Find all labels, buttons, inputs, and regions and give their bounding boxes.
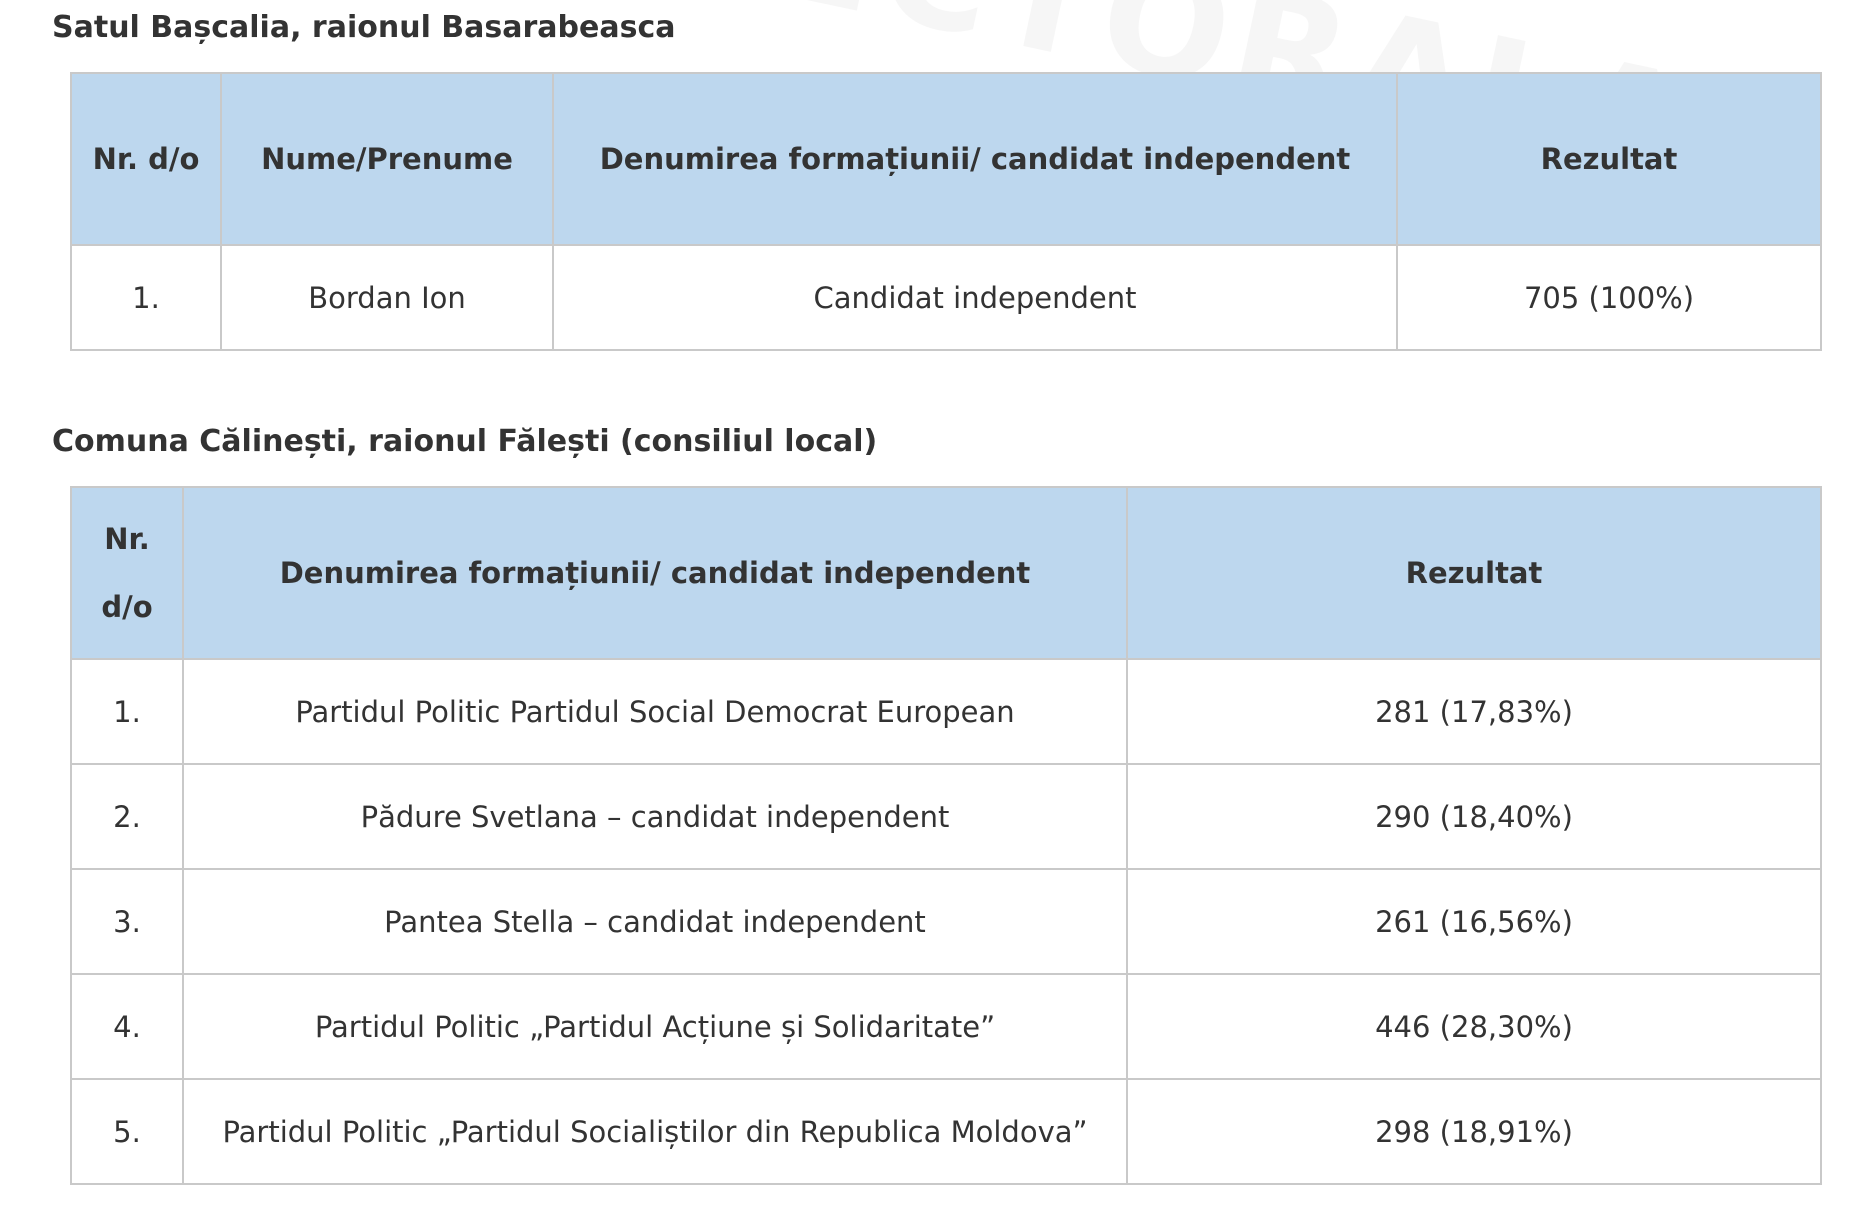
cell-party: Pădure Svetlana – candidat independent [183, 764, 1127, 869]
table-header-row [71, 487, 1821, 659]
header-nr: Nr. d/o [71, 73, 221, 245]
cell-nr: 5. [71, 1079, 183, 1184]
results-table-calinesti [70, 486, 1822, 1185]
cell-result: 446 (28,30%) [1127, 974, 1821, 1079]
cell-nr: 2. [71, 764, 183, 869]
table-row [71, 764, 1821, 869]
header-nr: Nr. d/o [71, 487, 183, 659]
cell-nr: 1. [71, 245, 221, 350]
table-row [71, 974, 1821, 1079]
table-row [71, 1079, 1821, 1184]
cell-nr: 1. [71, 659, 183, 764]
cell-name: Bordan Ion [221, 245, 553, 350]
cell-nr: 4. [71, 974, 183, 1079]
header-result: Rezultat [1397, 73, 1821, 245]
cell-party: Partidul Politic „Partidul Acțiune și Solidaritate” [183, 974, 1127, 1079]
cell-party: Candidat independent [553, 245, 1397, 350]
cell-result: 261 (16,56%) [1127, 869, 1821, 974]
cell-party: Partidul Politic „Partidul Socialiștilor din Republica Moldova” [183, 1079, 1127, 1184]
table-row [71, 245, 1821, 350]
cell-party: Partidul Politic Partidul Social Democrat European [183, 659, 1127, 764]
section-title-bascalia: Satul Bașcalia, raionul Basarabeasca [52, 10, 676, 45]
header-result: Rezultat [1127, 487, 1821, 659]
table-row [71, 659, 1821, 764]
header-name: Nume/Prenume [221, 73, 553, 245]
cell-party: Pantea Stella – candidat independent [183, 869, 1127, 974]
header-party: Denumirea formațiunii/ candidat independent [183, 487, 1127, 659]
table-row [71, 869, 1821, 974]
cell-result: 281 (17,83%) [1127, 659, 1821, 764]
table-header-row [71, 73, 1821, 245]
header-party: Denumirea formațiunii/ candidat independent [553, 73, 1397, 245]
section-title-calinesti: Comuna Călinești, raionul Fălești (consiliul local) [52, 424, 878, 459]
cell-result: 298 (18,91%) [1127, 1079, 1821, 1184]
results-table-bascalia [70, 72, 1822, 351]
cell-nr: 3. [71, 869, 183, 974]
cell-result: 705 (100%) [1397, 245, 1821, 350]
cell-result: 290 (18,40%) [1127, 764, 1821, 869]
